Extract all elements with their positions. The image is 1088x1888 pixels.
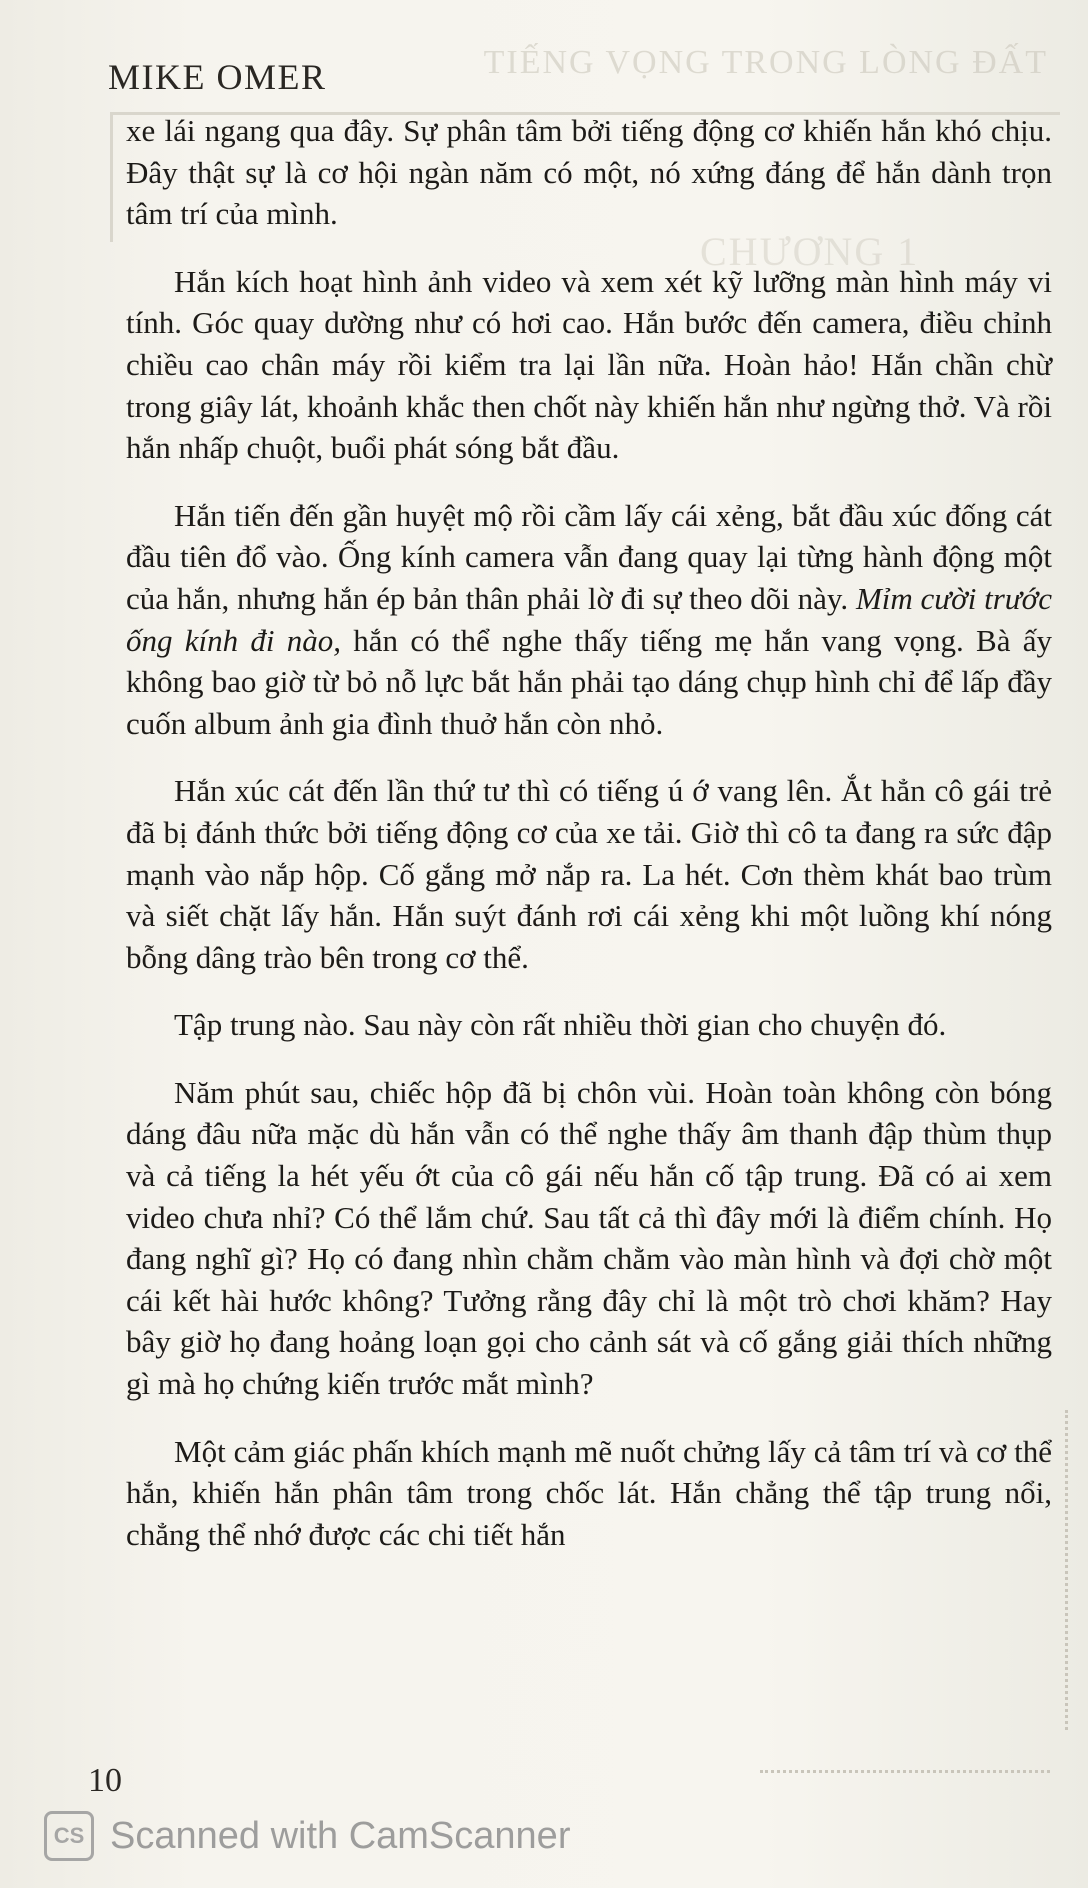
page-number: 10 <box>88 1762 122 1799</box>
running-head-author: MIKE OMER <box>108 57 327 97</box>
camscanner-watermark <box>44 1804 570 1868</box>
paragraph-7: Một cảm giác phấn khích mạnh mẽ nuốt chửng lấy cả tâm trí và cơ thể hắn, khiến hắn phân tâm trong chốc lát. Hắn chẳng thể tập trung nổi, chẳng thể nhớ được các chi tiết hắn <box>126 1433 1052 1552</box>
paragraph-6: Năm phút sau, chiếc hộp đã bị chôn vùi. Hoàn toàn không còn bóng dáng đâu nữa mặc dù hắn vẫn có thể nghe thấy âm thanh đập thùm thụp và cả tiếng la hét yếu ớt của cô gái nếu hắn cố tập trung. Đã có ai xem video chưa nhỉ? Có thể lắm chứ. Sau tất cả thì đây mới là điểm chính. Họ đang nghĩ gì? Họ có đang nhìn chằm chằm vào màn hình và đợi chờ một cái kết hài hước không? Tưởng rằng đây chỉ là một trò chơi khăm? Hay bây giờ họ đang hoảng loạn gọi cho cảnh sát và cố gắng giải thích những gì mà họ chứng kiến trước mắt mình? <box>126 1074 1052 1402</box>
paragraph-3-part-a: Hắn tiến đến gần huyệt mộ rồi cầm lấy cái xẻng, bắt đầu xúc đống cát đầu tiên đổ vào. Ống kính camera vẫn đang quay lại từng hành động một của hắn, nhưng hắn ép bản thân phải lờ đi sự theo dõi này. <box>126 497 1052 616</box>
paragraph-4: Hắn xúc cát đến lần thứ tư thì có tiếng ú ớ vang lên. Ắt hẳn cô gái trẻ đã bị đánh thức bởi tiếng động cơ của xe tải. Giờ thì cô ta đang ra sức đập mạnh vào nắp hộp. Cố gắng mở nắp ra. La hét. Cơn thèm khát bao trùm và siết chặt lấy hắn. Hắn suýt đánh rơi cái xẻng khi một luồng khí nóng bỗng dâng trào bên trong cơ thể. <box>126 773 1052 975</box>
paragraph-3-italic: Mỉm cười trước ống kính đi nào, <box>126 580 1052 658</box>
frame-bottom-border <box>760 1770 1050 1773</box>
paragraph-3 <box>126 495 1052 745</box>
paragraph-5: Tập trung nào. Sau này còn rất nhiều thời gian cho chuyện đó. <box>174 1007 947 1043</box>
camscanner-text: Scanned with CamScanner <box>110 1814 571 1857</box>
ghost-chapter-heading: CHƯƠNG 1 <box>700 229 920 274</box>
paragraph-1: xe lái ngang qua đây. Sự phân tâm bởi tiếng động cơ khiến hắn khó chịu. Đây thật sự là cơ hội ngàn năm có một, nó xứng đáng để hắn dành trọn tâm trí của mình. <box>126 113 1052 232</box>
camscanner-logo-icon: CS <box>44 1811 94 1861</box>
ghost-book-title: TIẾNG VỌNG TRONG LÒNG ĐẤT <box>483 44 1048 81</box>
frame-left-border <box>110 112 113 242</box>
paragraph-3-part-b: hắn có thể nghe thấy tiếng mẹ hắn vang vọng. Bà ấy không bao giờ từ bỏ nỗ lực bắt hắn phải tạo dáng chụp hình chỉ để lấp đầy cuốn album ảnh gia đình thuở hắn còn nhỏ. <box>126 622 1053 741</box>
body-text <box>126 110 1052 1581</box>
frame-right-border <box>1065 1410 1068 1730</box>
paragraph-2: Hắn kích hoạt hình ảnh video và xem xét kỹ lưỡng màn hình máy vi tính. Góc quay dường như có hơi cao. Hắn bước đến camera, điều chỉnh chiều cao chân máy rồi kiểm tra lại lần nữa. Hoàn hảo! Hắn chần chừ trong giây lát, khoảnh khắc then chốt này khiến hắn như ngừng thở. Và rồi hắn nhấp chuột, buổi phát sóng bắt đầu. <box>126 263 1052 466</box>
